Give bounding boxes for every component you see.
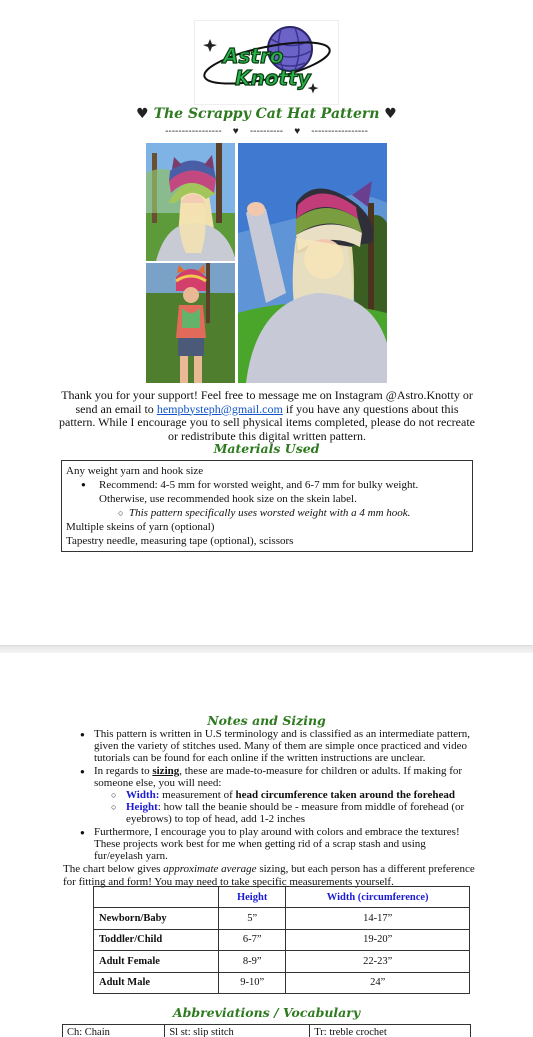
table-row: Toddler/Child 6-7” 19-20”	[94, 929, 470, 950]
chart-intro-paragraph: The chart below gives approximate average sizing, but each person has a different preference for fitting and form! You may need to take specific measurements yourself.	[63, 863, 475, 888]
table-header	[94, 887, 219, 908]
notes-subitem-width: ○ Width: measurement of head circumference taken around the forehead	[76, 789, 476, 801]
photo-collage	[146, 143, 387, 383]
table-header: Width (circumference)	[286, 887, 470, 908]
logo-line1: Astro	[223, 44, 284, 68]
materials-line: Any weight yarn and hook size	[66, 465, 204, 477]
abbreviations-table	[62, 1024, 471, 1037]
logo-line2: Knotty	[235, 66, 311, 90]
size-table	[93, 886, 470, 994]
table-header: Height	[219, 887, 286, 908]
photo-top-left	[146, 143, 236, 261]
thanks-text-cont: if you have any questions about this pattern. While I encourage you to sell physical items completed, please do not recreate or redistribute this digital written pattern.	[59, 401, 475, 443]
materials-subbullet: ○ This pattern specifically uses worsted weight with a 4 mm hook.	[66, 506, 468, 520]
abbreviations-heading: Abbreviations / Vocabulary	[172, 1005, 361, 1020]
thanks-text: Thank you for your support! Feel free to message me on Instagram @Astro.Knotty or send an email to	[61, 388, 473, 416]
table-row: Newborn/Baby 5” 14-17”	[94, 908, 470, 929]
materials-line: Multiple skeins of yarn (optional)	[66, 521, 215, 533]
materials-bullet: ● Recommend: 4-5 mm for worsted weight, and 6-7 mm for bulky weight. Otherwise, use recommended hook size on the skein label.	[66, 478, 468, 506]
photo-right	[238, 143, 387, 383]
title-text: The Scrappy Cat Hat Pattern	[153, 106, 380, 122]
page-break	[0, 645, 533, 653]
table-row: Adult Female 8-9” 22-23”	[94, 951, 470, 972]
email-link[interactable]: hempbysteph@gmail.com	[156, 401, 283, 416]
heart-icon: ♥	[136, 106, 149, 122]
materials-box	[61, 460, 473, 552]
materials-line: Tapestry needle, measuring tape (optional), scissors	[66, 535, 294, 547]
notes-item: ● In regards to sizing, these are made-to-measure for children or adults. If making for someone else, you will need:	[76, 765, 476, 789]
page-title	[0, 106, 533, 122]
sparkle-icon	[203, 39, 217, 52]
table-header-row	[94, 887, 470, 908]
notes-subitem-height: ○ Height: how tall the beanie should be - measure from middle of forehead (or eyebrows) to top of head, add 1-2 inches	[76, 801, 476, 825]
photo-bottom-left	[146, 263, 236, 383]
materials-heading: Materials Used	[213, 441, 320, 456]
table-row: Adult Male 9-10” 24”	[94, 972, 470, 993]
notes-item: ● This pattern is written in U.S terminology and is classified as an intermediate pattern, given the variety of stitches used. Many of them are simple once practiced and video tutorials can be found for each online if the written instructions are unclear.	[76, 728, 476, 765]
table-row: Ch: Chain Sl st: slip stitch Tr: treble crochet	[63, 1025, 471, 1037]
thank-you-paragraph	[58, 389, 476, 443]
notes-list	[76, 728, 476, 862]
notes-item: ● Furthermore, I encourage you to play around with colors and embrace the textures! These projects work best for me when getting rid of a scrap stash and using fur/eyelash yarn.	[76, 826, 476, 863]
heart-icon: ♥	[384, 106, 397, 122]
notes-heading: Notes and Sizing	[207, 713, 326, 728]
decorative-divider: ----------------- ♥ ---------- ♥ -----------------	[165, 126, 368, 137]
astro-knotty-logo	[194, 20, 339, 105]
